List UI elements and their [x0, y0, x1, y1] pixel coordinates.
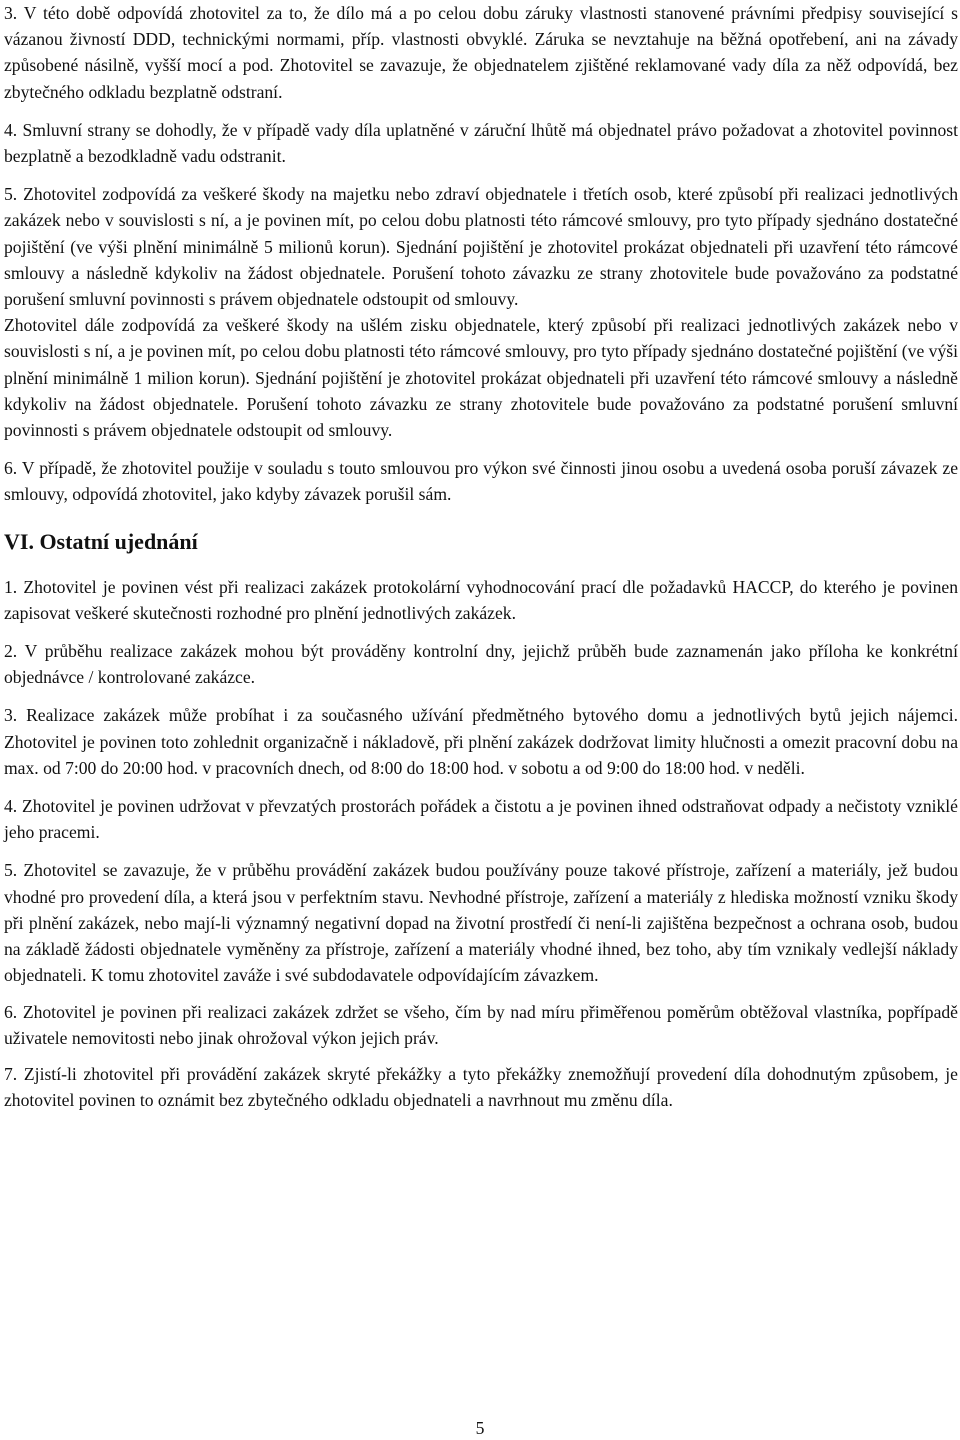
paragraph-defect-claims: 4. Smluvní strany se dohodly, že v případě vady díla uplatněné v záruční lhůtě má objednatel právo požadovat a zhotovitel povinnost bezplatně a bezodkladně vadu odstranit. — [4, 119, 958, 167]
paragraph-liability-insurance: 5. Zhotovitel zodpovídá za veškeré škody na majetku nebo zdraví objednatele i třetích osob, které způsobí při realizaci jednotlivých zakázek nebo v souvislosti s ní, a je povinen mít, po celou dobu platnosti této rámcové smlouvy, pro tyto případy sjednáno dostatečné pojištění (ve výši plnění minimálně 5 milionů korun). Sjednání pojištění je zhotovitel prokázat objednateli při uzavření této rámcové smlouvy a následně kdykoliv na žádost objednatele. Porušení tohoto závazku ze strany zhotovitele bude považováno za podstatné porušení smluvní povinnosti s právem objednatele odstoupit od smlouvy. — [4, 184, 958, 310]
document-page — [4, 0, 958, 1440]
paragraph-equipment: 5. Zhotovitel se zavazuje, že v průběhu provádění zakázek budou používány pouze takové přístroje, zařízení a materiály, jež budou vhodné pro provedení díla, a která jsou v perfektním stavu. Nevhodné přístroje, zařízení a materiály z hlediska možností vzniku škody při plnění zakázek, nebo mají-li významný negativní dopad na životní prostředí či není-li zajištěna bezpečnost a ochrana osob, budou na základě žádosti objednatele vyměněny za přístroje, zařízení a materiály vhodné ihned, bez toho, aby tím vznikaly vedlejší náklady objednateli. K tomu zhotovitel zaváže i své subdodavatele odpovídajícím závazkem. — [4, 860, 958, 986]
paragraph-working-hours: 3. Realizace zakázek může probíhat i za současného užívání předmětného bytového domu a jednotlivých bytů jejich nájemci. Zhotovitel je povinen toto zohlednit organizačně i nákladově, při plnění zakázek dodržovat limity hlučnosti a omezit pracovní dobu na max. od 7:00 do 20:00 hod. v pracovních dnech, od 8:00 do 18:00 hod. v sobotu a od 9:00 do 18:00 hod. v neděli. — [4, 705, 958, 778]
paragraph-warranty-scope: 3. V této době odpovídá zhotovitel za to, že dílo má a po celou dobu záruky vlastnosti stanovené právními předpisy související s vázanou živností DDD, technickými normami, příp. vlastnosti obvyklé. Záruka se nevztahuje na běžná opotřebení, ani na závady způsobené násilně, vyšší mocí a pod. Zhotovitel se zavazuje, že objednatelem zjištěné reklamované vady díla za něž odpovídá, bez zbytečného odkladu bezplatně odstraní. — [4, 3, 958, 102]
section-heading: VI. Ostatní ujednání — [4, 528, 198, 554]
paragraph-cleanliness: 4. Zhotovitel je povinen udržovat v převzatých prostorách pořádek a čistotu a je povinen ihned odstraňovat odpady a nečistoty vzniklé jeho pracemi. — [4, 796, 958, 843]
paragraph-haccp-records: 1. Zhotovitel je povinen vést při realizaci zakázek protokolární vyhodnocování prací dle požadavků HACCP, do kterého je povinen zapisovat veškeré skutečnosti rozhodné pro plnění jednotlivých zakázek. — [4, 576, 958, 623]
page-number: 5 — [475, 1418, 485, 1438]
paragraph-inspection-days: 2. V průběhu realizace zakázek mohou být prováděny kontrolní dny, jejichž průběh bude zaznamenán jako příloha ke konkrétní objednávce / kontrolované zakázce. — [4, 641, 958, 688]
paragraph-third-party-liability: 6. V případě, že zhotovitel použije v souladu s touto smlouvou pro výkon své činnosti jinou osobu a uvedená osoba poruší závazek ze smlouvy, odpovídá zhotovitel, jako kdyby závazek porušil sám. — [4, 458, 958, 505]
paragraph-hidden-obstacles: 7. Zjistí-li zhotovitel při provádění zakázek skryté překážky a tyto překážky znemožňují provedení díla dohodnutým způsobem, je zhotovitel povinen to oznámit bez zbytečného odkladu objednateli a navrhnout mu změnu díla. — [4, 1063, 958, 1111]
paragraph-lost-profit-insurance: Zhotovitel dále zodpovídá za veškeré škody na ušlém zisku objednatele, který způsobí při realizaci jednotlivých zakázek nebo v souvislosti s ní, a je povinen mít, po celou dobu platnosti této rámcové smlouvy, pro tyto případy sjednáno dostatečné pojištění (ve výši plnění minimálně 1 milion korun). Sjednání pojištění je zhotovitel prokázat objednateli při uzavření této rámcové smlouvy a následně kdykoliv na žádost objednatele. Porušení tohoto závazku ze strany zhotovitele bude považováno za podstatné porušení smluvní povinnosti s právem objednatele odstoupit od smlouvy. — [4, 315, 958, 441]
paragraph-nuisance: 6. Zhotovitel je povinen při realizaci zakázek zdržet se všeho, čím by nad míru přiměřenou poměrům obtěžoval vlastníka, popřípadě uživatele nemovitosti nebo jinak ohrožoval výkon jejich práv. — [4, 1001, 958, 1048]
